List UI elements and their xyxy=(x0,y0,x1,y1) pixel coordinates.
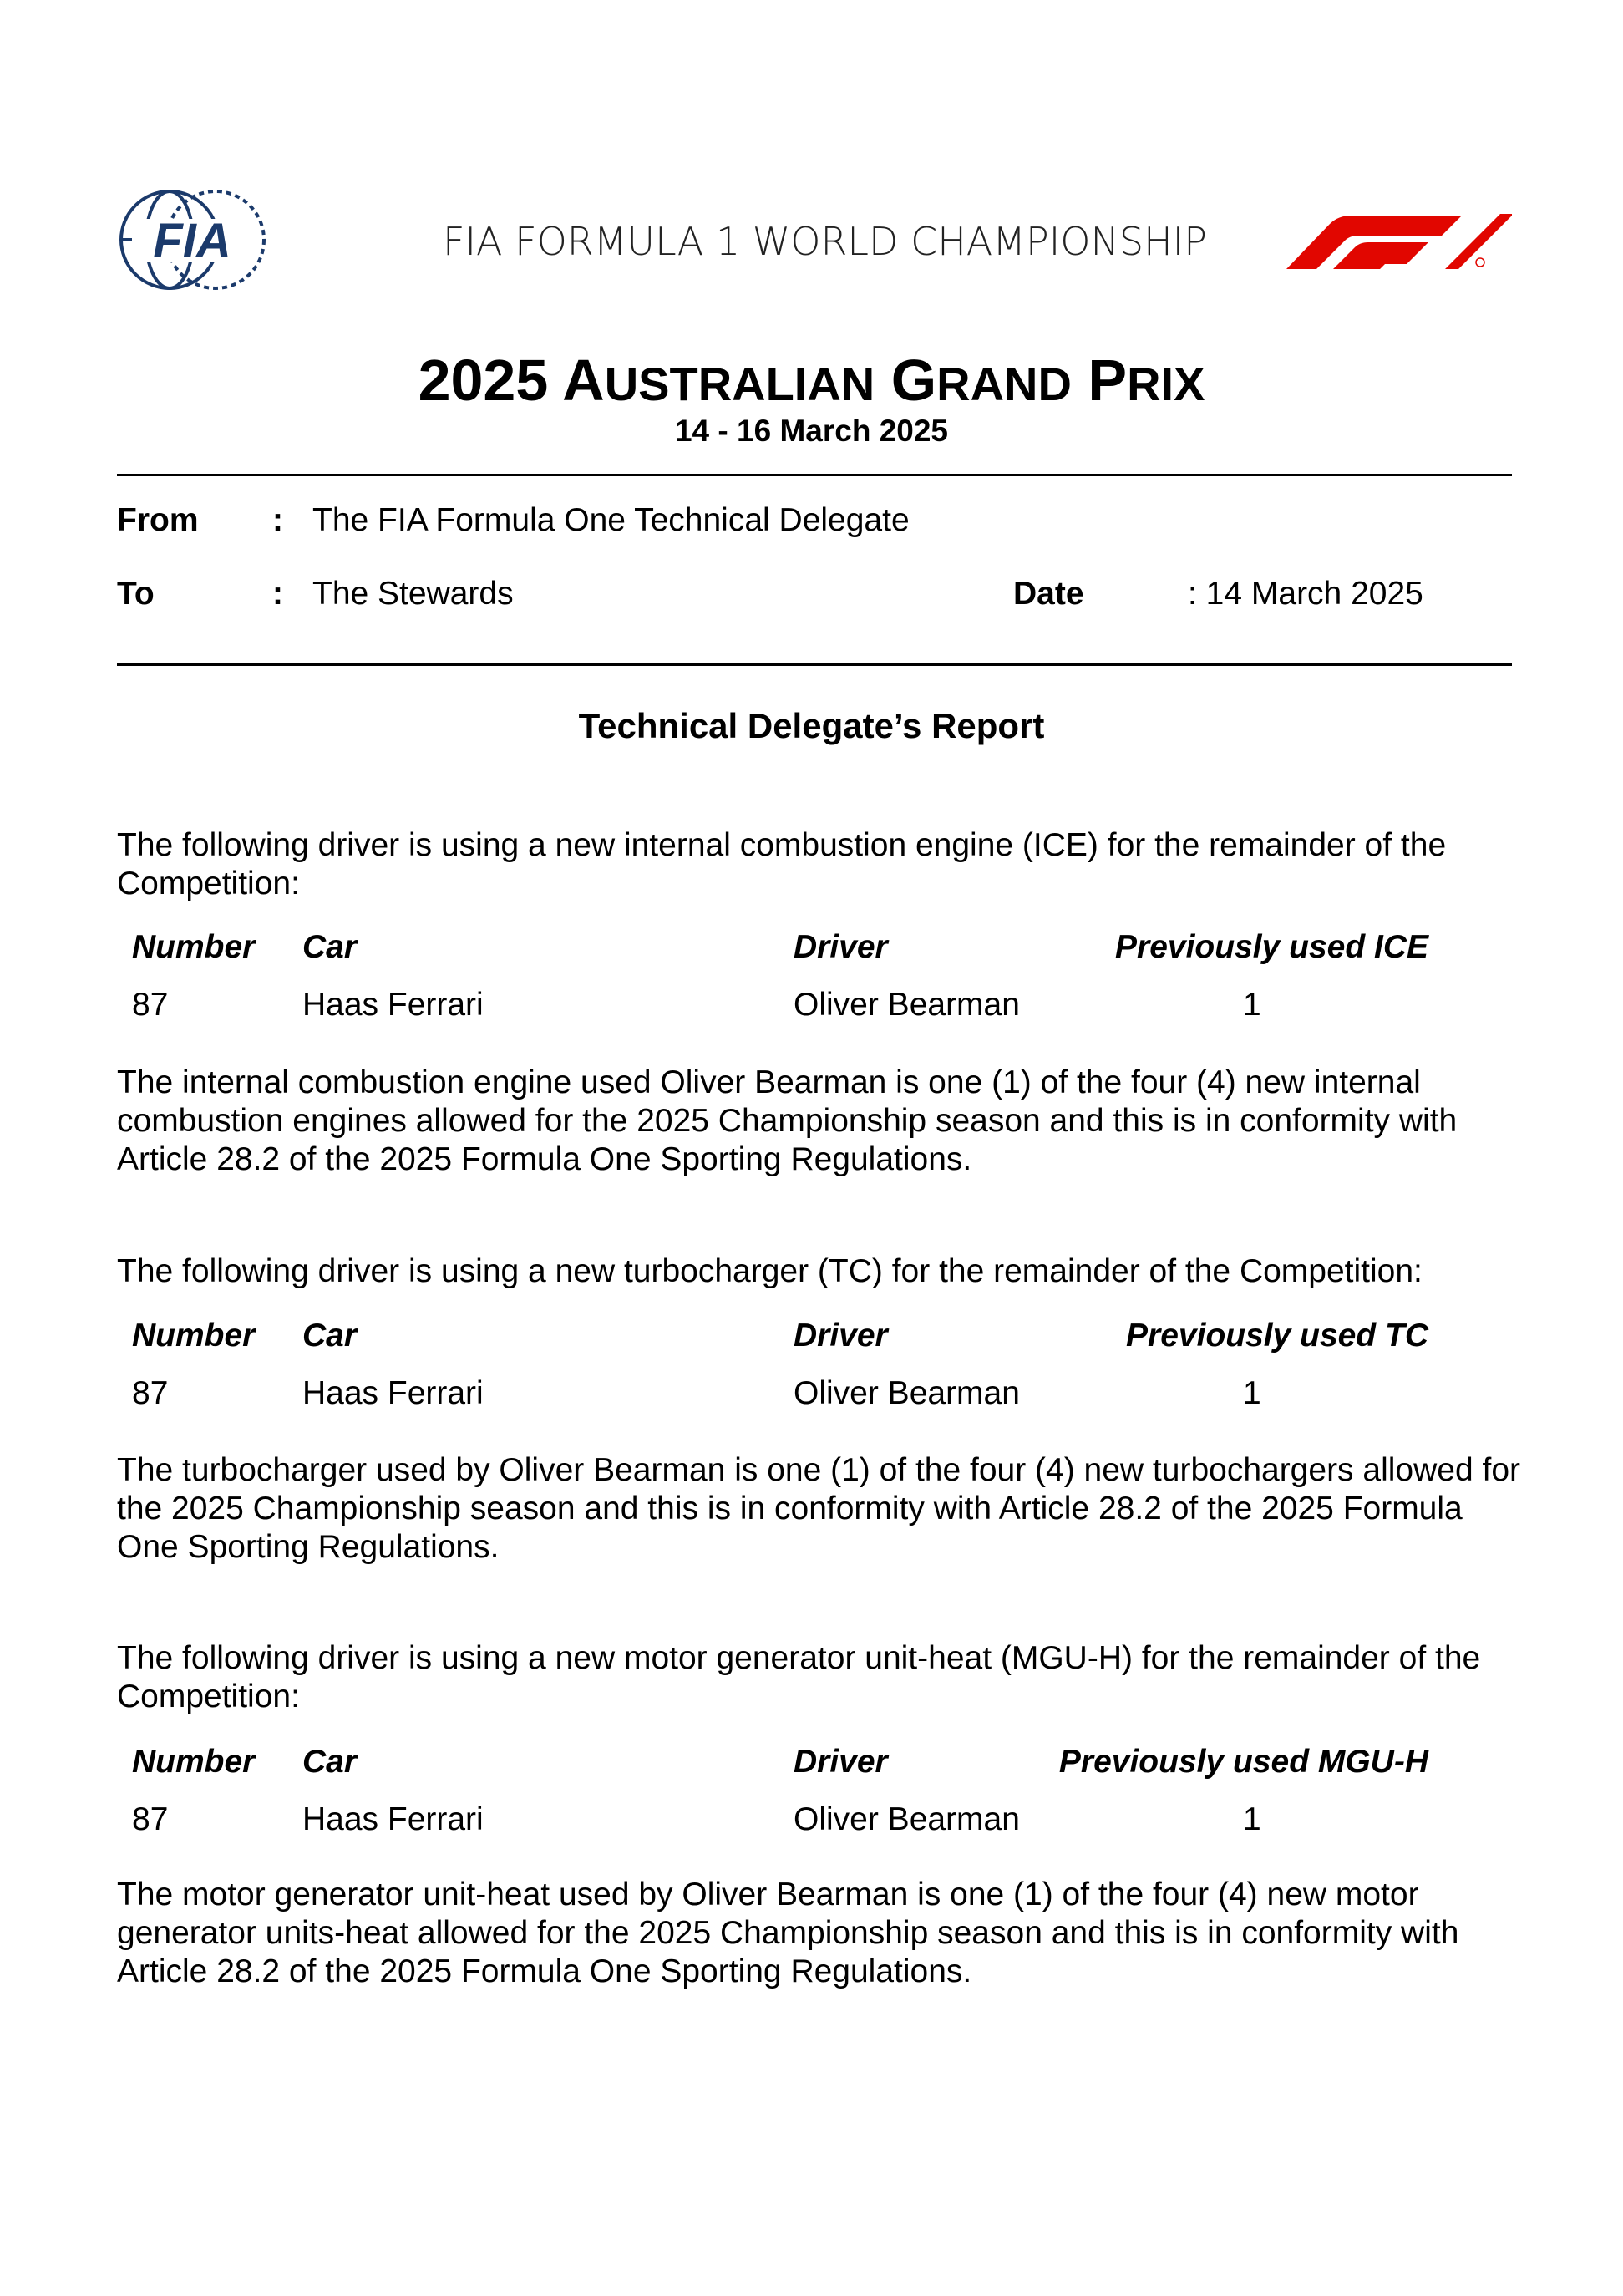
from-value: The FIA Formula One Technical Delegate xyxy=(312,502,910,538)
fia-logo xyxy=(115,185,270,294)
col-header-number: Number xyxy=(132,1744,256,1780)
event-title-word: GRAND xyxy=(890,348,1072,413)
section-note: The motor generator unit-heat used by Oliver Bearman is one (1) of the four (4) new motor generator units-heat allowed for the 2025 Championship season and this is in conformity with Article 28.2 of the 2025 Formula One Sporting Regulations. xyxy=(117,1877,1459,1989)
from-label: From xyxy=(117,502,199,538)
date-value: : 14 March 2025 xyxy=(1188,576,1423,612)
col-header-previous: Previously used ICE xyxy=(1115,929,1428,965)
divider xyxy=(117,663,1512,666)
col-header-number: Number xyxy=(132,1318,256,1354)
cell-number: 87 xyxy=(132,1375,169,1411)
section-intro: The following driver is using a new motor generator unit-heat (MGU-H) for the remainder of the Competition: xyxy=(117,1640,1481,1714)
col-header-car: Car xyxy=(302,1744,358,1780)
col-header-driver: Driver xyxy=(794,1318,888,1354)
col-header-previous: Previously used MGU-H xyxy=(1058,1744,1428,1780)
to-label: To xyxy=(117,576,155,612)
cell-previous: 1 xyxy=(1243,1375,1261,1411)
cell-driver: Oliver Bearman xyxy=(794,1801,1020,1837)
col-header-number: Number xyxy=(132,929,256,965)
section-note: The turbocharger used by Oliver Bearman is one (1) of the four (4) new turbochargers allowed for the 2025 Championship season and this is in conformity with Article 28.2 of the 2025 Formula One Sporting Regulations. xyxy=(117,1452,1520,1565)
event-dates: 14 - 16 March 2025 xyxy=(674,414,949,448)
from-separator: : xyxy=(272,502,283,538)
section-intro: The following driver is using a new turbocharger (TC) for the remainder of the Competition: xyxy=(117,1253,1423,1289)
championship-title: FIA FORMULA 1 WORLD CHAMPIONSHIP xyxy=(443,219,1207,264)
cell-car: Haas Ferrari xyxy=(302,1375,484,1411)
col-header-driver: Driver xyxy=(794,929,888,965)
report-title: Technical Delegate’s Report xyxy=(578,706,1045,745)
col-header-car: Car xyxy=(302,1318,358,1354)
to-separator: : xyxy=(272,576,283,612)
section-note: The internal combustion engine used Oliver Bearman is one (1) of the four (4) new internal combustion engines allowed for the 2025 Championship season and this is in conformity with Article 28.2 of the 2025 Formula One Sporting Regulations. xyxy=(117,1064,1458,1177)
cell-driver: Oliver Bearman xyxy=(794,1375,1020,1411)
fia-logo-text: FIA xyxy=(153,214,231,268)
cell-car: Haas Ferrari xyxy=(302,1801,484,1837)
section-intro: The following driver is using a new internal combustion engine (ICE) for the remainder of the Competition: xyxy=(117,827,1447,902)
event-title-word: PRIX xyxy=(1088,348,1205,413)
to-value: The Stewards xyxy=(312,576,514,612)
cell-previous: 1 xyxy=(1243,1801,1261,1837)
cell-previous: 1 xyxy=(1243,987,1261,1023)
date-label: Date xyxy=(1013,576,1084,612)
cell-car: Haas Ferrari xyxy=(302,987,484,1023)
event-title xyxy=(0,347,1623,414)
cell-number: 87 xyxy=(132,987,169,1023)
col-header-previous: Previously used TC xyxy=(1126,1318,1428,1354)
col-header-driver: Driver xyxy=(794,1744,888,1780)
cell-driver: Oliver Bearman xyxy=(794,987,1020,1023)
cell-number: 87 xyxy=(132,1801,169,1837)
col-header-car: Car xyxy=(302,929,358,965)
page-header xyxy=(0,0,1623,334)
event-title-word: AUSTRALIAN xyxy=(562,348,875,413)
event-title-year: 2025 xyxy=(418,348,549,413)
divider xyxy=(117,474,1512,476)
f1-logo xyxy=(1286,209,1512,269)
